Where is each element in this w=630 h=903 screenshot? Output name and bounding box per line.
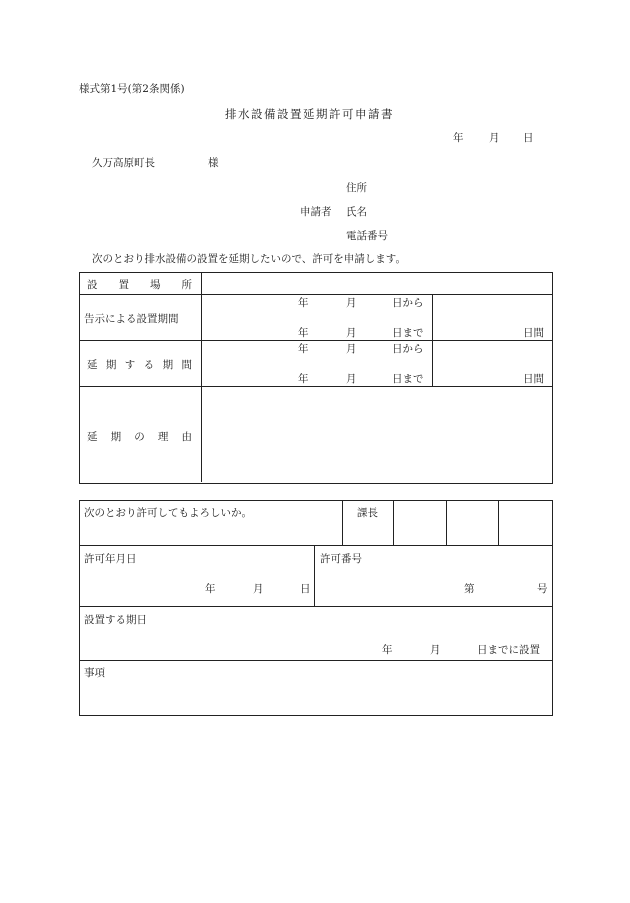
permit-date-field[interactable] <box>84 566 310 602</box>
form-number: 様式第1号(第2条関係) <box>79 83 185 95</box>
notified-period-label: 告示による設置期間 <box>84 313 179 325</box>
addressee-honorific: 様 <box>208 157 219 169</box>
applicant-address-label: 住所 <box>346 182 367 194</box>
approval-statement: 次のとおり許可してもよろしいか。 <box>84 507 252 519</box>
extension-period-field[interactable] <box>205 343 430 383</box>
extension-reason-field[interactable] <box>205 389 547 479</box>
permit-number-field[interactable] <box>320 566 548 602</box>
notes-label: 事項 <box>84 667 105 679</box>
installation-deadline-label: 設置する期日 <box>84 614 147 626</box>
intro-text: 次のとおり排水設備の設置を延期したいので、許可を申請します。 <box>92 253 406 265</box>
applicant-name-label: 氏名 <box>346 206 367 218</box>
seal-box-3[interactable] <box>501 503 549 543</box>
permit-date-label: 許可年月日 <box>84 553 137 565</box>
date-day-label: 日 <box>523 132 534 144</box>
installation-deadline-field[interactable] <box>84 628 546 657</box>
notes-field[interactable] <box>84 680 546 710</box>
extension-reason-label: 延 期 の 理 由 <box>87 431 192 443</box>
date-year-label: 年 <box>453 132 464 144</box>
date-month-label: 月 <box>489 132 500 144</box>
notified-period-field[interactable] <box>205 297 430 337</box>
extension-period-label: 延 期 す る 期 間 <box>87 359 192 371</box>
applicant-phone-label: 電話番号 <box>346 230 388 242</box>
installation-location-field[interactable] <box>205 275 547 292</box>
installation-location-label: 設 置 場 所 <box>87 279 192 291</box>
applicant-role-label: 申請者 <box>300 206 332 218</box>
document-title: 排水設備設置延期許可申請書 <box>225 107 394 121</box>
seal-box-2[interactable] <box>449 503 496 543</box>
section-chief-label: 課長 <box>357 507 378 519</box>
seal-box-1[interactable] <box>396 503 444 543</box>
permit-number-label: 許可番号 <box>320 553 362 565</box>
addressee-name: 久万高原町長 <box>92 157 155 169</box>
